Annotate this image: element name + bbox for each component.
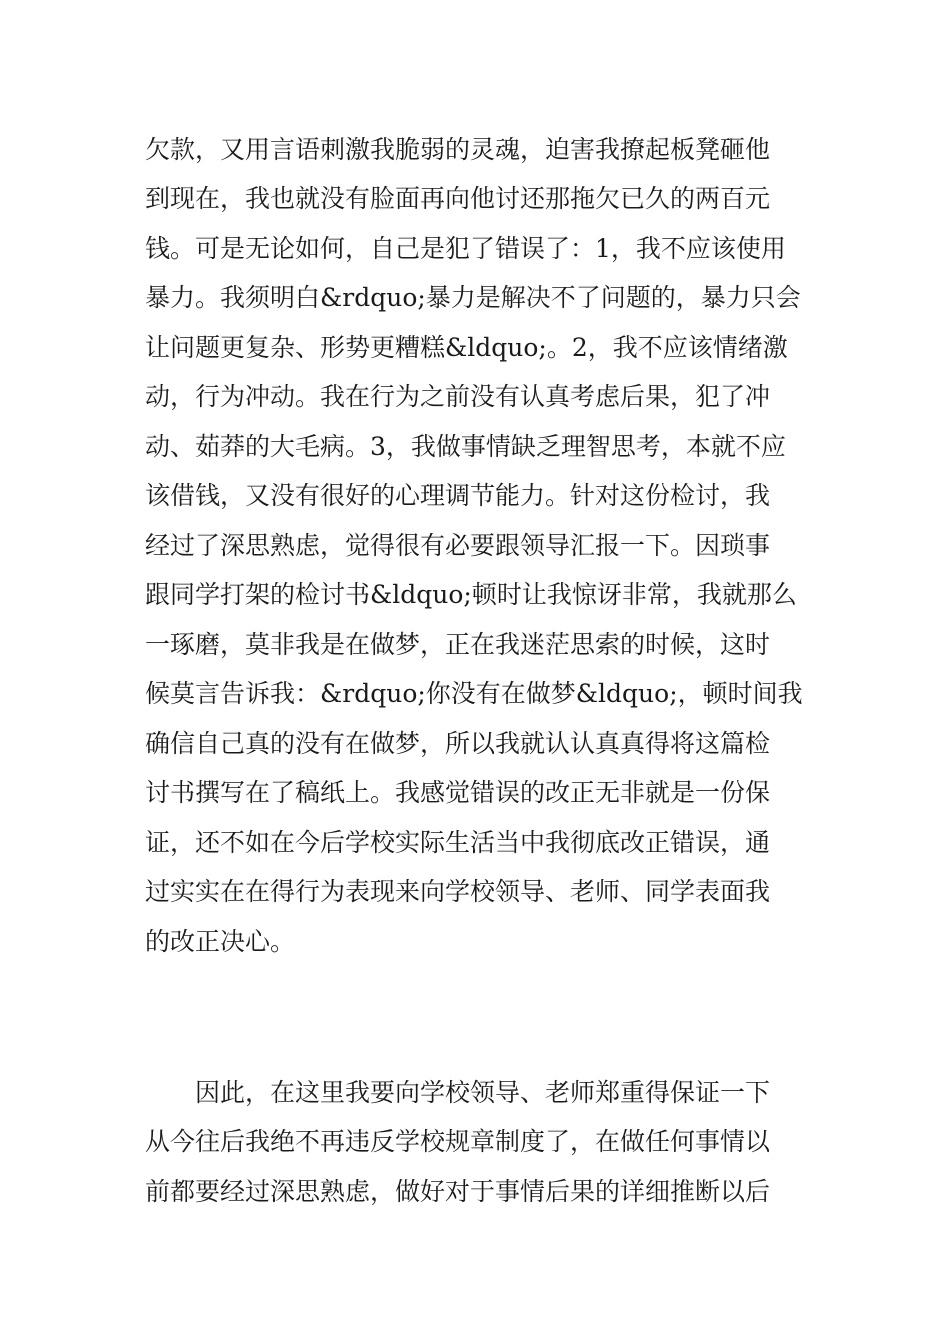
text-line: 动、茹莽的大毛病。3，我做事情缺乏理智思考，本就不应 xyxy=(145,432,786,461)
text-line: 讨书撰写在了稿纸上。我感觉错误的改正无非就是一份保 xyxy=(145,778,771,807)
text-line: 从今往后我绝不再违反学校规章制度了，在做任何事情以 xyxy=(145,1127,771,1156)
text-line: 经过了深思熟虑，觉得很有必要跟领导汇报一下。因琐事 xyxy=(145,531,771,560)
text-line: 因此，在这里我要向学校领导、老师郑重得保证一下 xyxy=(195,1078,771,1107)
text-line: 候莫言告诉我：&rdquo;你没有在做梦&ldquo;，顿时间我 xyxy=(145,679,803,708)
text-line: 跟同学打架的检讨书&ldquo;顿时让我惊讶非常，我就那么 xyxy=(145,580,797,609)
text-line: 到现在，我也就没有脸面再向他讨还那拖欠已久的两百元 xyxy=(145,184,771,213)
text-line: 让问题更复杂、形势更糟糕&ldquo;。2，我不应该情绪激 xyxy=(145,333,788,362)
text-line: 确信自己真的没有在做梦，所以我就认认真真得将这篇检 xyxy=(145,729,771,758)
text-line: 动，行为冲动。我在行为之前没有认真考虑后果，犯了冲 xyxy=(145,382,771,411)
text-line: 钱。可是无论如何，自己是犯了错误了：1，我不应该使用 xyxy=(145,234,786,263)
text-line: 一琢磨，莫非我是在做梦，正在我迷茫思索的时候，这时 xyxy=(145,630,771,659)
text-line: 的改正决心。 xyxy=(145,927,296,956)
text-line: 欠款，又用言语刺激我脆弱的灵魂，迫害我撩起板凳砸他 xyxy=(145,135,771,164)
text-line: 证，还不如在今后学校实际生活当中我彻底改正错误，通 xyxy=(145,828,771,857)
text-line: 前都要经过深思熟虑，做好对于事情后果的详细推断以后 xyxy=(145,1177,771,1206)
text-line: 该借钱，又没有很好的心理调节能力。针对这份检讨，我 xyxy=(145,481,771,510)
text-line: 过实实在在得行为表现来向学校领导、老师、同学表面我 xyxy=(145,877,771,906)
text-line: 暴力。我须明白&rdquo;暴力是解决不了问题的，暴力只会 xyxy=(145,283,801,312)
